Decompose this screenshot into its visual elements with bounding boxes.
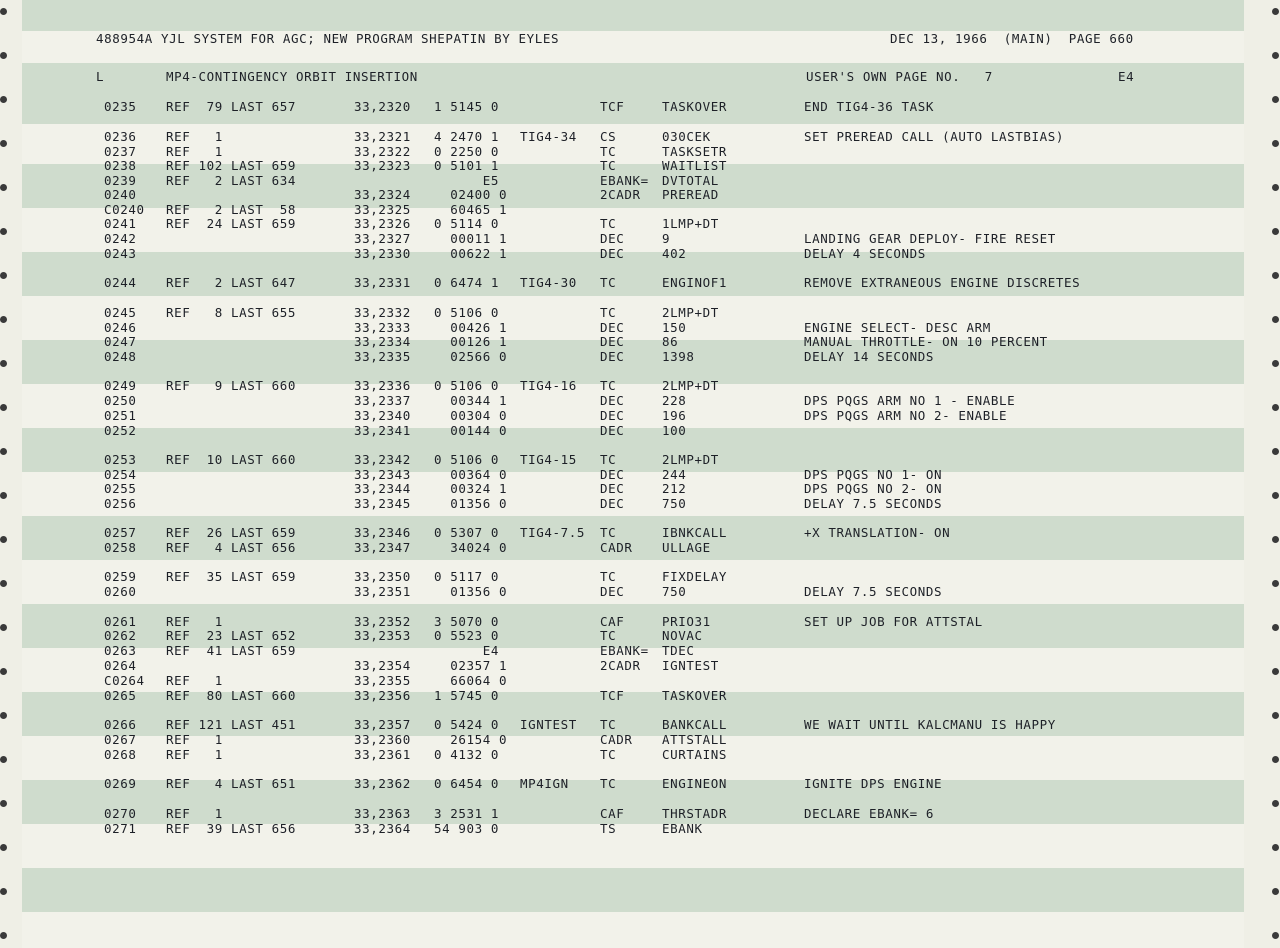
listing-op: DEC xyxy=(600,231,625,246)
listing-code: 66064 0 xyxy=(434,673,508,688)
listing-seq: 0271 xyxy=(104,821,137,836)
listing-operand: 228 xyxy=(662,393,687,408)
listing-operand: PREREAD xyxy=(662,187,719,202)
listing-code: E4 xyxy=(434,643,500,658)
listing-op: TC xyxy=(600,275,617,290)
listing-seq: 0245 xyxy=(104,305,137,320)
listing-addr: 33,2337 xyxy=(354,393,411,408)
listing-seq: 0264 xyxy=(104,658,137,673)
listing-addr: 33,2341 xyxy=(354,423,411,438)
listing-op: DEC xyxy=(600,584,625,599)
listing-operand: 2LMP+DT xyxy=(662,305,719,320)
listing-code: 00344 1 xyxy=(434,393,508,408)
listing-code: 00126 1 xyxy=(434,334,508,349)
listing-code: 02357 1 xyxy=(434,658,508,673)
tractor-hole xyxy=(1272,228,1279,235)
page-header-left: 488954A YJL SYSTEM FOR AGC; NEW PROGRAM SHEPATIN BY EYLES xyxy=(96,31,560,46)
listing-op: TC xyxy=(600,305,617,320)
listing-operand: 9 xyxy=(662,231,671,246)
listing-addr: 33,2354 xyxy=(354,658,411,673)
tractor-hole xyxy=(1272,316,1279,323)
listing-operand: TASKOVER xyxy=(662,688,728,703)
listing-op: TCF xyxy=(600,688,625,703)
listing-comment: DPS PQGS NO 1- ON xyxy=(804,467,943,482)
listing-code: 02566 0 xyxy=(434,349,508,364)
listing-operand: EBANK xyxy=(662,821,703,836)
listing-op: TS xyxy=(600,821,617,836)
listing-comment: DECLARE EBANK= 6 xyxy=(804,806,935,821)
listing-code: 00324 1 xyxy=(434,481,508,496)
listing-op: CADR xyxy=(600,540,633,555)
listing-operand: PRIO31 xyxy=(662,614,711,629)
listing-operand: 196 xyxy=(662,408,687,423)
listing-ref: REF 2 LAST 647 xyxy=(166,275,297,290)
listing-addr: 33,2352 xyxy=(354,614,411,629)
subheader-marker: L xyxy=(96,69,105,84)
listing-addr: 33,2331 xyxy=(354,275,411,290)
listing-op: CAF xyxy=(600,614,625,629)
listing-addr: 33,2351 xyxy=(354,584,411,599)
listing-op: 2CADR xyxy=(600,658,641,673)
listing-op: TC xyxy=(600,747,617,762)
tractor-hole xyxy=(0,800,7,807)
listing-seq: 0250 xyxy=(104,393,137,408)
listing-ref: REF 35 LAST 659 xyxy=(166,569,297,584)
listing-code: 0 5106 0 xyxy=(434,378,500,393)
listing-seq: 0268 xyxy=(104,747,137,762)
listing-addr: 33,2344 xyxy=(354,481,411,496)
listing-code: 0 5106 0 xyxy=(434,452,500,467)
listing-seq: 0270 xyxy=(104,806,137,821)
page-header-right: DEC 13, 1966 (MAIN) PAGE 660 xyxy=(890,31,1134,46)
listing-addr: 33,2325 xyxy=(354,202,411,217)
listing-op: DEC xyxy=(600,408,625,423)
listing-seq: 0242 xyxy=(104,231,137,246)
listing-addr: 33,2361 xyxy=(354,747,411,762)
listing-code: 54 903 0 xyxy=(434,821,500,836)
tractor-hole xyxy=(1272,360,1279,367)
listing-operand: DVTOTAL xyxy=(662,173,719,188)
listing-ref: REF 4 LAST 656 xyxy=(166,540,297,555)
listing-ref: REF 121 LAST 451 xyxy=(166,717,297,732)
listing-label: TIG4-15 xyxy=(520,452,577,467)
listing-op: TCF xyxy=(600,99,625,114)
listing-code: 01356 0 xyxy=(434,584,508,599)
listing-operand: NOVAC xyxy=(662,628,703,643)
listing-code: 0 5424 0 xyxy=(434,717,500,732)
tractor-hole xyxy=(0,492,7,499)
listing-ref: REF 26 LAST 659 xyxy=(166,525,297,540)
listing-addr: 33,2340 xyxy=(354,408,411,423)
listing-code: 0 5307 0 xyxy=(434,525,500,540)
listing-seq: 0253 xyxy=(104,452,137,467)
tractor-hole xyxy=(1272,184,1279,191)
listing-op: TC xyxy=(600,776,617,791)
listing-seq: 0255 xyxy=(104,481,137,496)
listing-comment: DELAY 4 SECONDS xyxy=(804,246,926,261)
tractor-hole xyxy=(1272,52,1279,59)
listing-addr: 33,2356 xyxy=(354,688,411,703)
listing-comment: REMOVE EXTRANEOUS ENGINE DISCRETES xyxy=(804,275,1081,290)
listing-seq: 0249 xyxy=(104,378,137,393)
tractor-hole xyxy=(1272,624,1279,631)
listing-code: 4 2470 1 xyxy=(434,129,500,144)
listing-operand: 030CEK xyxy=(662,129,711,144)
listing-addr: 33,2332 xyxy=(354,305,411,320)
listing-addr: 33,2357 xyxy=(354,717,411,732)
listing-addr: 33,2323 xyxy=(354,158,411,173)
listing-code: 00622 1 xyxy=(434,246,508,261)
tractor-hole xyxy=(1272,668,1279,675)
listing-ref: REF 8 LAST 655 xyxy=(166,305,297,320)
listing-operand: IBNKCALL xyxy=(662,525,728,540)
listing-seq: 0254 xyxy=(104,467,137,482)
listing-ref: REF 2 LAST 634 xyxy=(166,173,297,188)
listing-ref: REF 23 LAST 652 xyxy=(166,628,297,643)
listing-op: TC xyxy=(600,717,617,732)
listing-seq: 0259 xyxy=(104,569,137,584)
listing-seq: 0261 xyxy=(104,614,137,629)
listing-code: 01356 0 xyxy=(434,496,508,511)
listing-code: 1 5745 0 xyxy=(434,688,500,703)
listing-code: 00144 0 xyxy=(434,423,508,438)
listing-ref: REF 10 LAST 660 xyxy=(166,452,297,467)
listing-operand: ATTSTALL xyxy=(662,732,728,747)
tractor-hole xyxy=(0,844,7,851)
listing-ref: REF 24 LAST 659 xyxy=(166,216,297,231)
listing-op: TC xyxy=(600,628,617,643)
listing-operand: THRSTADR xyxy=(662,806,728,821)
tractor-hole xyxy=(0,932,7,939)
tractor-hole xyxy=(0,624,7,631)
tractor-hole xyxy=(1272,404,1279,411)
listing-addr: 33,2345 xyxy=(354,496,411,511)
left-tractor-holes xyxy=(0,0,8,948)
tractor-hole xyxy=(0,228,7,235)
tractor-hole xyxy=(0,316,7,323)
tractor-hole xyxy=(1272,140,1279,147)
listing-op: TC xyxy=(600,525,617,540)
listing-code: 0 5106 0 xyxy=(434,305,500,320)
listing-operand: 1398 xyxy=(662,349,695,364)
listing-comment: IGNITE DPS ENGINE xyxy=(804,776,943,791)
listing-ref: REF 1 xyxy=(166,673,223,688)
tractor-hole xyxy=(1272,712,1279,719)
listing-addr: 33,2330 xyxy=(354,246,411,261)
listing-code: 0 6454 0 xyxy=(434,776,500,791)
listing-code: 0 6474 1 xyxy=(434,275,500,290)
listing-op: TC xyxy=(600,216,617,231)
listing-op: DEC xyxy=(600,393,625,408)
tractor-hole xyxy=(0,360,7,367)
tractor-hole xyxy=(0,448,7,455)
listing-comment: ENGINE SELECT- DESC ARM xyxy=(804,320,991,335)
listing-ref: REF 2 LAST 58 xyxy=(166,202,297,217)
listing-seq: 0269 xyxy=(104,776,137,791)
listing-operand: ENGINOF1 xyxy=(662,275,728,290)
listing-op: DEC xyxy=(600,349,625,364)
listing-operand: FIXDELAY xyxy=(662,569,728,584)
tractor-hole xyxy=(1272,888,1279,895)
listing-addr: 33,2343 xyxy=(354,467,411,482)
listing-comment: DELAY 14 SECONDS xyxy=(804,349,935,364)
listing-addr: 33,2327 xyxy=(354,231,411,246)
listing-operand: CURTAINS xyxy=(662,747,728,762)
listing-operand: 402 xyxy=(662,246,687,261)
tractor-hole xyxy=(0,272,7,279)
listing-operand: 2LMP+DT xyxy=(662,378,719,393)
listing-code: 0 5101 1 xyxy=(434,158,500,173)
listing-seq: 0251 xyxy=(104,408,137,423)
listing-operand: ULLAGE xyxy=(662,540,711,555)
listing-op: DEC xyxy=(600,481,625,496)
listing-seq: 0267 xyxy=(104,732,137,747)
listing-code: 0 5117 0 xyxy=(434,569,500,584)
listing-code: 00011 1 xyxy=(434,231,508,246)
listing-addr: 33,2350 xyxy=(354,569,411,584)
tractor-hole xyxy=(0,712,7,719)
listing-code: E5 xyxy=(434,173,500,188)
listing-operand: ENGINEON xyxy=(662,776,728,791)
listing-addr: 33,2360 xyxy=(354,732,411,747)
listing-code: 26154 0 xyxy=(434,732,508,747)
listing-code: 00304 0 xyxy=(434,408,508,423)
listing-op: EBANK= xyxy=(600,173,649,188)
tractor-hole xyxy=(1272,844,1279,851)
listing-comment: DPS PQGS NO 2- ON xyxy=(804,481,943,496)
listing-addr: 33,2342 xyxy=(354,452,411,467)
listing-code: 0 4132 0 xyxy=(434,747,500,762)
listing-comment: WE WAIT UNTIL KALCMANU IS HAPPY xyxy=(804,717,1056,732)
listing-addr: 33,2347 xyxy=(354,540,411,555)
listing-seq: 0238 xyxy=(104,158,137,173)
tractor-hole xyxy=(1272,96,1279,103)
listing-seq: 0257 xyxy=(104,525,137,540)
tractor-hole xyxy=(0,8,7,15)
tractor-hole xyxy=(1272,932,1279,939)
listing-label: TIG4-34 xyxy=(520,129,577,144)
listing-addr: 33,2324 xyxy=(354,187,411,202)
listing-seq: 0236 xyxy=(104,129,137,144)
listing-comment: LANDING GEAR DEPLOY- FIRE RESET xyxy=(804,231,1056,246)
listing-op: CS xyxy=(600,129,617,144)
listing-operand: WAITLIST xyxy=(662,158,728,173)
listing-seq: 0252 xyxy=(104,423,137,438)
listing-ref: REF 1 xyxy=(166,747,223,762)
listing-operand: 1LMP+DT xyxy=(662,216,719,231)
listing-comment: MANUAL THROTTLE- ON 10 PERCENT xyxy=(804,334,1048,349)
listing-comment: SET UP JOB FOR ATTSTAL xyxy=(804,614,983,629)
listing-seq: 0265 xyxy=(104,688,137,703)
listing-op: DEC xyxy=(600,467,625,482)
listing-op: DEC xyxy=(600,334,625,349)
tractor-hole xyxy=(1272,536,1279,543)
listing-operand: TDEC xyxy=(662,643,695,658)
listing-operand: 212 xyxy=(662,481,687,496)
listing-operand: 86 xyxy=(662,334,679,349)
tractor-hole xyxy=(0,668,7,675)
listing-code: 02400 0 xyxy=(434,187,508,202)
listing-label: TIG4-30 xyxy=(520,275,577,290)
green-bar xyxy=(22,0,1244,31)
listing-addr: 33,2362 xyxy=(354,776,411,791)
users-page-number: USER'S OWN PAGE NO. 7 xyxy=(806,69,993,84)
listing-code: 0 5523 0 xyxy=(434,628,500,643)
listing-seq: 0244 xyxy=(104,275,137,290)
listing-ref: REF 1 xyxy=(166,806,223,821)
listing-seq: 0235 xyxy=(104,99,137,114)
listing-op: DEC xyxy=(600,496,625,511)
tractor-hole xyxy=(0,184,7,191)
listing-op: TC xyxy=(600,378,617,393)
right-tractor-holes xyxy=(1272,0,1280,948)
listing-addr: 33,2334 xyxy=(354,334,411,349)
listing-op: DEC xyxy=(600,320,625,335)
listing-seq: 0256 xyxy=(104,496,137,511)
listing-op: TC xyxy=(600,569,617,584)
listing-code: 3 2531 1 xyxy=(434,806,500,821)
listing-seq: 0237 xyxy=(104,144,137,159)
tractor-hole xyxy=(1272,580,1279,587)
tractor-hole xyxy=(1272,756,1279,763)
listing-addr: 33,2363 xyxy=(354,806,411,821)
listing-seq: 0260 xyxy=(104,584,137,599)
tractor-hole xyxy=(1272,8,1279,15)
listing-seq: 0241 xyxy=(104,216,137,231)
listing-addr: 33,2346 xyxy=(354,525,411,540)
tractor-hole xyxy=(0,52,7,59)
listing-comment: DPS PQGS ARM NO 2- ENABLE xyxy=(804,408,1008,423)
listing-op: DEC xyxy=(600,423,625,438)
listing-op: CAF xyxy=(600,806,625,821)
listing-addr: 33,2320 xyxy=(354,99,411,114)
listing-addr: 33,2326 xyxy=(354,216,411,231)
listing-ref: REF 79 LAST 657 xyxy=(166,99,297,114)
listing-ref: REF 1 xyxy=(166,129,223,144)
listing-op: CADR xyxy=(600,732,633,747)
listing-operand: 750 xyxy=(662,496,687,511)
listing-seq: 0262 xyxy=(104,628,137,643)
tractor-hole xyxy=(0,888,7,895)
listing-ref: REF 41 LAST 659 xyxy=(166,643,297,658)
listing-ref: REF 9 LAST 660 xyxy=(166,378,297,393)
green-bar xyxy=(22,868,1244,912)
tractor-hole xyxy=(0,580,7,587)
listing-seq: C0264 xyxy=(104,673,145,688)
listing-operand: 750 xyxy=(662,584,687,599)
listing-op: 2CADR xyxy=(600,187,641,202)
tractor-hole xyxy=(1272,492,1279,499)
listing-addr: 33,2355 xyxy=(354,673,411,688)
listing-ref: REF 1 xyxy=(166,144,223,159)
listing-seq: 0266 xyxy=(104,717,137,732)
listing-code: 34024 0 xyxy=(434,540,508,555)
listing-ref: REF 39 LAST 656 xyxy=(166,821,297,836)
listing-ref: REF 1 xyxy=(166,732,223,747)
listing-comment: DPS PQGS ARM NO 1 - ENABLE xyxy=(804,393,1016,408)
tractor-hole xyxy=(0,756,7,763)
listing-seq: 0243 xyxy=(104,246,137,261)
listing-seq: 0247 xyxy=(104,334,137,349)
listing-ref: REF 80 LAST 660 xyxy=(166,688,297,703)
listing-comment: DELAY 7.5 SECONDS xyxy=(804,584,943,599)
listing-op: DEC xyxy=(600,246,625,261)
listing-seq: 0246 xyxy=(104,320,137,335)
listing-seq: C0240 xyxy=(104,202,145,217)
listing-op: TC xyxy=(600,452,617,467)
listing-seq: 0258 xyxy=(104,540,137,555)
listing-operand: 244 xyxy=(662,467,687,482)
listing-op: TC xyxy=(600,158,617,173)
listing-ref: REF 1 xyxy=(166,614,223,629)
listing-seq: 0240 xyxy=(104,187,137,202)
listing-code: 0 2250 0 xyxy=(434,144,500,159)
tractor-hole xyxy=(1272,272,1279,279)
listing-code: 00364 0 xyxy=(434,467,508,482)
listing-seq: 0239 xyxy=(104,173,137,188)
listing-operand: BANKCALL xyxy=(662,717,728,732)
tractor-hole xyxy=(1272,448,1279,455)
listing-operand: 100 xyxy=(662,423,687,438)
listing-code: 00426 1 xyxy=(434,320,508,335)
listing-label: TIG4-16 xyxy=(520,378,577,393)
listing-operand: 2LMP+DT xyxy=(662,452,719,467)
listing-comment: SET PREREAD CALL (AUTO LASTBIAS) xyxy=(804,129,1065,144)
listing-comment: DELAY 7.5 SECONDS xyxy=(804,496,943,511)
listing-addr: 33,2353 xyxy=(354,628,411,643)
listing-op: EBANK= xyxy=(600,643,649,658)
listing-seq: 0248 xyxy=(104,349,137,364)
listing-code: 0 5114 0 xyxy=(434,216,500,231)
tractor-hole xyxy=(0,404,7,411)
tractor-hole xyxy=(0,536,7,543)
listing-ref: REF 102 LAST 659 xyxy=(166,158,297,173)
listing-addr: 33,2322 xyxy=(354,144,411,159)
bank-marker: E4 xyxy=(1118,69,1135,84)
listing-code: 3 5070 0 xyxy=(434,614,500,629)
listing-comment: END TIG4-36 TASK xyxy=(804,99,935,114)
listing-operand: TASKOVER xyxy=(662,99,728,114)
listing-code: 60465 1 xyxy=(434,202,508,217)
tractor-hole xyxy=(0,140,7,147)
listing-operand: TASKSETR xyxy=(662,144,728,159)
listing-addr: 33,2335 xyxy=(354,349,411,364)
listing-label: MP4IGN xyxy=(520,776,569,791)
tractor-hole xyxy=(1272,800,1279,807)
listing-ref: REF 4 LAST 651 xyxy=(166,776,297,791)
listing-label: IGNTEST xyxy=(520,717,577,732)
subheader-title: MP4-CONTINGENCY ORBIT INSERTION xyxy=(166,69,418,84)
listing-operand: 150 xyxy=(662,320,687,335)
listing-label: TIG4-7.5 xyxy=(520,525,586,540)
listing-addr: 33,2321 xyxy=(354,129,411,144)
listing-addr: 33,2364 xyxy=(354,821,411,836)
listing-addr: 33,2333 xyxy=(354,320,411,335)
listing-comment: +X TRANSLATION- ON xyxy=(804,525,951,540)
listing-code: 1 5145 0 xyxy=(434,99,500,114)
listing-addr: 33,2336 xyxy=(354,378,411,393)
listing-seq: 0263 xyxy=(104,643,137,658)
tractor-hole xyxy=(0,96,7,103)
listing-op: TC xyxy=(600,144,617,159)
listing-operand: IGNTEST xyxy=(662,658,719,673)
